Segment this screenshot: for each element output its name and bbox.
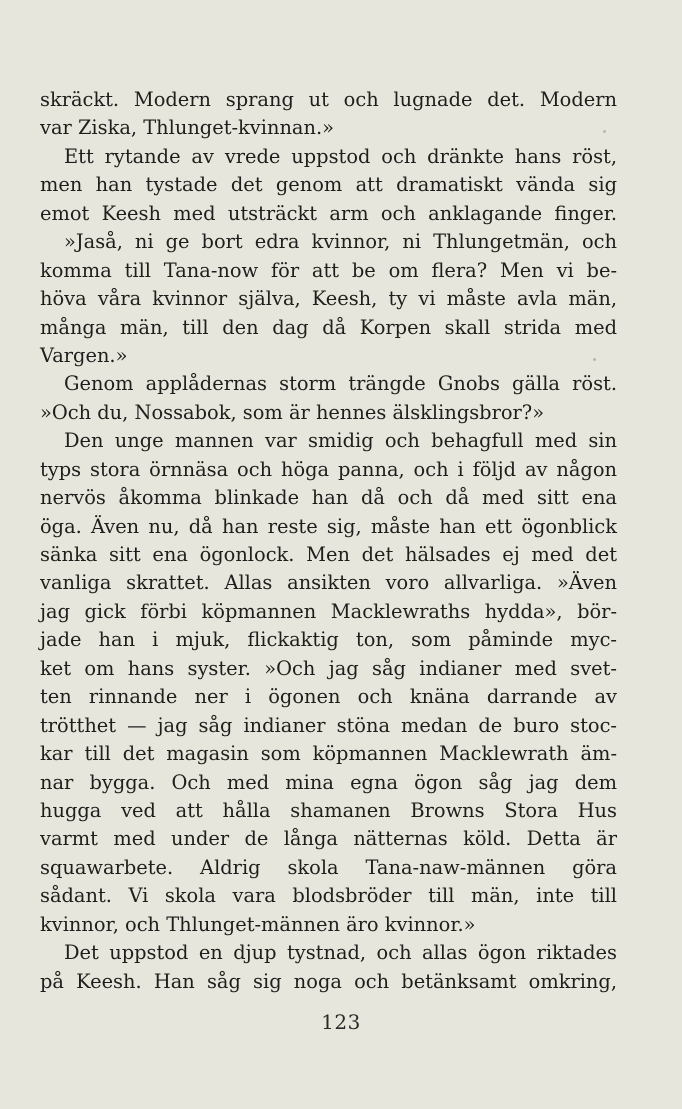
text-line: Vargen.» <box>40 343 128 367</box>
text-line: skräckt. Modern sprang ut och lugnade det. Modern <box>40 88 617 111</box>
text-line: trötthet — jag såg indianer stöna medan de buro stoc- <box>40 713 617 737</box>
text-line: på Keesh. Han såg sig noga och betänksamt omkring, <box>40 969 617 993</box>
page-number: 123 <box>321 1010 361 1034</box>
text-line: komma till Tana-now för att be om flera? Men vi be- <box>40 258 617 282</box>
text-line: emot Keesh med utsträckt arm och anklagande finger. <box>40 201 617 225</box>
text-line: jade han i mjuk, flickaktig ton, som påminde myc- <box>40 628 617 652</box>
text-line: men han tystade det genom att dramatiskt vända sig <box>40 173 617 197</box>
text-line: typs stora örnnäsa och höga panna, och i följd av någon <box>40 457 617 481</box>
text-line: kvinnor, och Thlunget-männen äro kvinnor.» <box>40 912 476 936</box>
text-line: ten rinnande ner i ögonen och knäna darrande av <box>40 685 617 709</box>
text-line: Ett rytande av vrede uppstod och dränkte hans röst, <box>64 144 617 168</box>
text-line: Genom applådernas storm trängde Gnobs gälla röst. <box>64 372 617 396</box>
text-line: var Ziska, Thlunget-kvinnan.» <box>40 116 335 140</box>
text-line: nervös åkomma blinkade han då och då med sitt ena <box>40 486 617 510</box>
text-line: öga. Även nu, då han reste sig, måste han ett ögonblick <box>40 514 617 538</box>
text-line: höva våra kvinnor själva, Keesh, ty vi måste avla män, <box>40 287 617 311</box>
text-line: hugga ved att hålla shamanen Browns Stora Hus <box>40 798 617 822</box>
text-line: Det uppstod en djup tystnad, och allas ögon riktades <box>64 941 617 965</box>
body-text <box>40 86 617 996</box>
text-line: vanliga skrattet. Allas ansikten voro allvarliga. »Även <box>40 571 617 595</box>
paper-speck <box>593 358 596 361</box>
text-line: kar till det magasin som köpmannen Macklewrath äm- <box>40 742 617 766</box>
text-line: Den unge mannen var smidig och behagfull med sin <box>64 429 617 453</box>
text-line: många män, till den dag då Korpen skall strida med <box>40 315 617 339</box>
text-line: varmt med under de långa nätternas köld. Detta är <box>40 827 617 851</box>
text-line: sänka sitt ena ögonlock. Men det hälsades ej med det <box>40 543 617 566</box>
text-line: jag gick förbi köpmannen Macklewraths hydda», bör- <box>40 599 617 623</box>
text-line: ket om hans syster. »Och jag såg indianer med svet- <box>40 656 617 680</box>
paper-speck <box>603 130 606 133</box>
text-line: »Och du, Nossabok, som är hennes älsklingsbror?» <box>40 400 545 424</box>
text-line: squawarbete. Aldrig skola Tana-naw-männen göra <box>40 855 617 879</box>
text-line: nar bygga. Och med mina egna ögon såg jag dem <box>40 770 617 794</box>
text-line: »Jaså, ni ge bort edra kvinnor, ni Thlungetmän, och <box>64 230 617 254</box>
text-line: sådant. Vi skola vara blodsbröder till män, inte till <box>40 884 617 908</box>
